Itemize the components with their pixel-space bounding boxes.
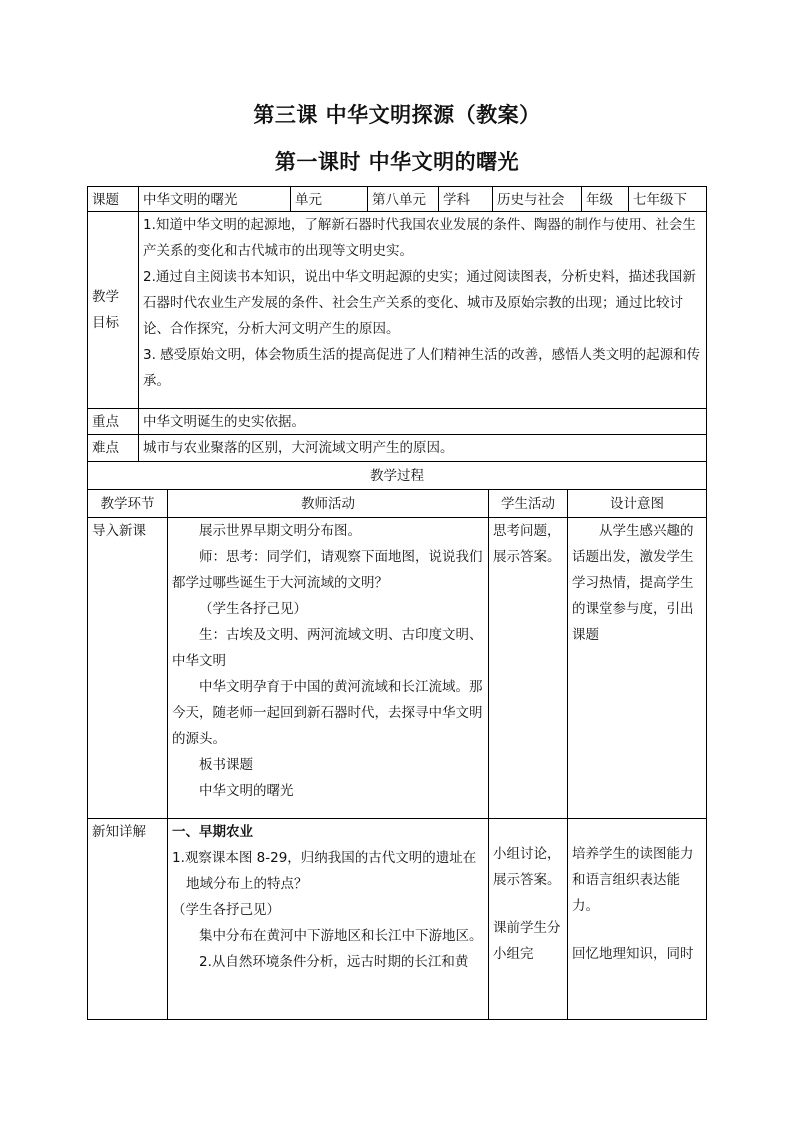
difficulty-label: 难点 (87, 434, 139, 462)
topic-label: 课题 (87, 186, 139, 212)
difficulty-value: 城市与农业聚落的区别，大河流域文明产生的原因。 (138, 434, 707, 462)
objective-2: 2.通过自主阅读书本知识，说出中华文明起源的史实；通过阅读图表，分析史料，描述我国新石器时代农业生产发展的条件、社会生产关系的变化、城市及原始宗教的出现；通过比较讨论、合作探究，分析大河文明产生的原因。 (143, 269, 696, 337)
header-design: 设计意图 (567, 489, 707, 518)
subject-label: 学科 (438, 186, 493, 212)
objective-3: 3. 感受原始文明，体会物质生活的提高促进了人们精神生活的改善，感悟人类文明的起源和传承。 (143, 347, 701, 389)
header-student: 学生活动 (488, 489, 568, 518)
new-stage: 新知详解 (87, 818, 168, 1020)
unit-value: 第八单元 (367, 186, 439, 212)
new-teacher: 一、早期农业 1.观察课本图 8-29，归纳我国的古代文明的遗址在地域分布上的特点？ （学生各抒己见） 集中分布在黄河中下游地区和长江中下游地区。 2.从自然环境条件分析，远古时期的长江和黄 (167, 818, 489, 1020)
grade-label: 年级 (581, 186, 629, 212)
unit-label: 单元 (290, 186, 368, 212)
intro-stage: 导入新课 (87, 517, 168, 819)
process-title: 教学过程 (87, 461, 707, 490)
subject-value: 历史与社会 (492, 186, 582, 212)
document-title: 第三课 中华文明探源（教案） (253, 102, 541, 127)
objectives-content (138, 211, 707, 409)
objectives-label: 教学 目标 (87, 211, 139, 409)
document-subtitle: 第一课时 中华文明的曙光 (274, 149, 520, 174)
key-point-label: 重点 (87, 408, 139, 435)
topic-value: 中华文明的曙光 (138, 186, 291, 212)
header-teacher: 教师活动 (167, 489, 489, 518)
objective-1: 1.知道中华文明的起源地，了解新石器时代我国农业发展的条件、陶器的制作与使用、社会生产关系的变化和古代城市的出现等文明史实。 (143, 217, 696, 259)
intro-design: 从学生感兴趣的话题出发，激发学生学习热情，提高学生的课堂参与度，引出课题 (567, 517, 707, 819)
key-point-value: 中华文明诞生的史实依据。 (138, 408, 707, 435)
new-student: 小组讨论，展示答案。 课前学生分小组完 (488, 818, 568, 1020)
lesson-plan-table (87, 186, 707, 1020)
new-design: 培养学生的读图能力和语言组织表达能力。 回忆地理知识，同时 (567, 818, 707, 1020)
grade-value: 七年级下 (628, 186, 707, 212)
header-stage: 教学环节 (87, 489, 168, 518)
intro-student: 思考问题，展示答案。 (488, 517, 568, 819)
section-heading: 一、早期农业 (172, 824, 253, 840)
intro-teacher: 展示世界早期文明分布图。 师：思考：同学们，请观察下面地图，说说我们都学过哪些诞生于大河流域的文明？ （学生各抒己见） 生：古埃及文明、两河流域文明、古印度文明、中华文明 中华文明孕育于中国的黄河流域和长江流域。那今天，随老师一起回到新石器时代，去探寻中华文明的源头。 板书课题 中华文明的曙光 (167, 517, 489, 819)
